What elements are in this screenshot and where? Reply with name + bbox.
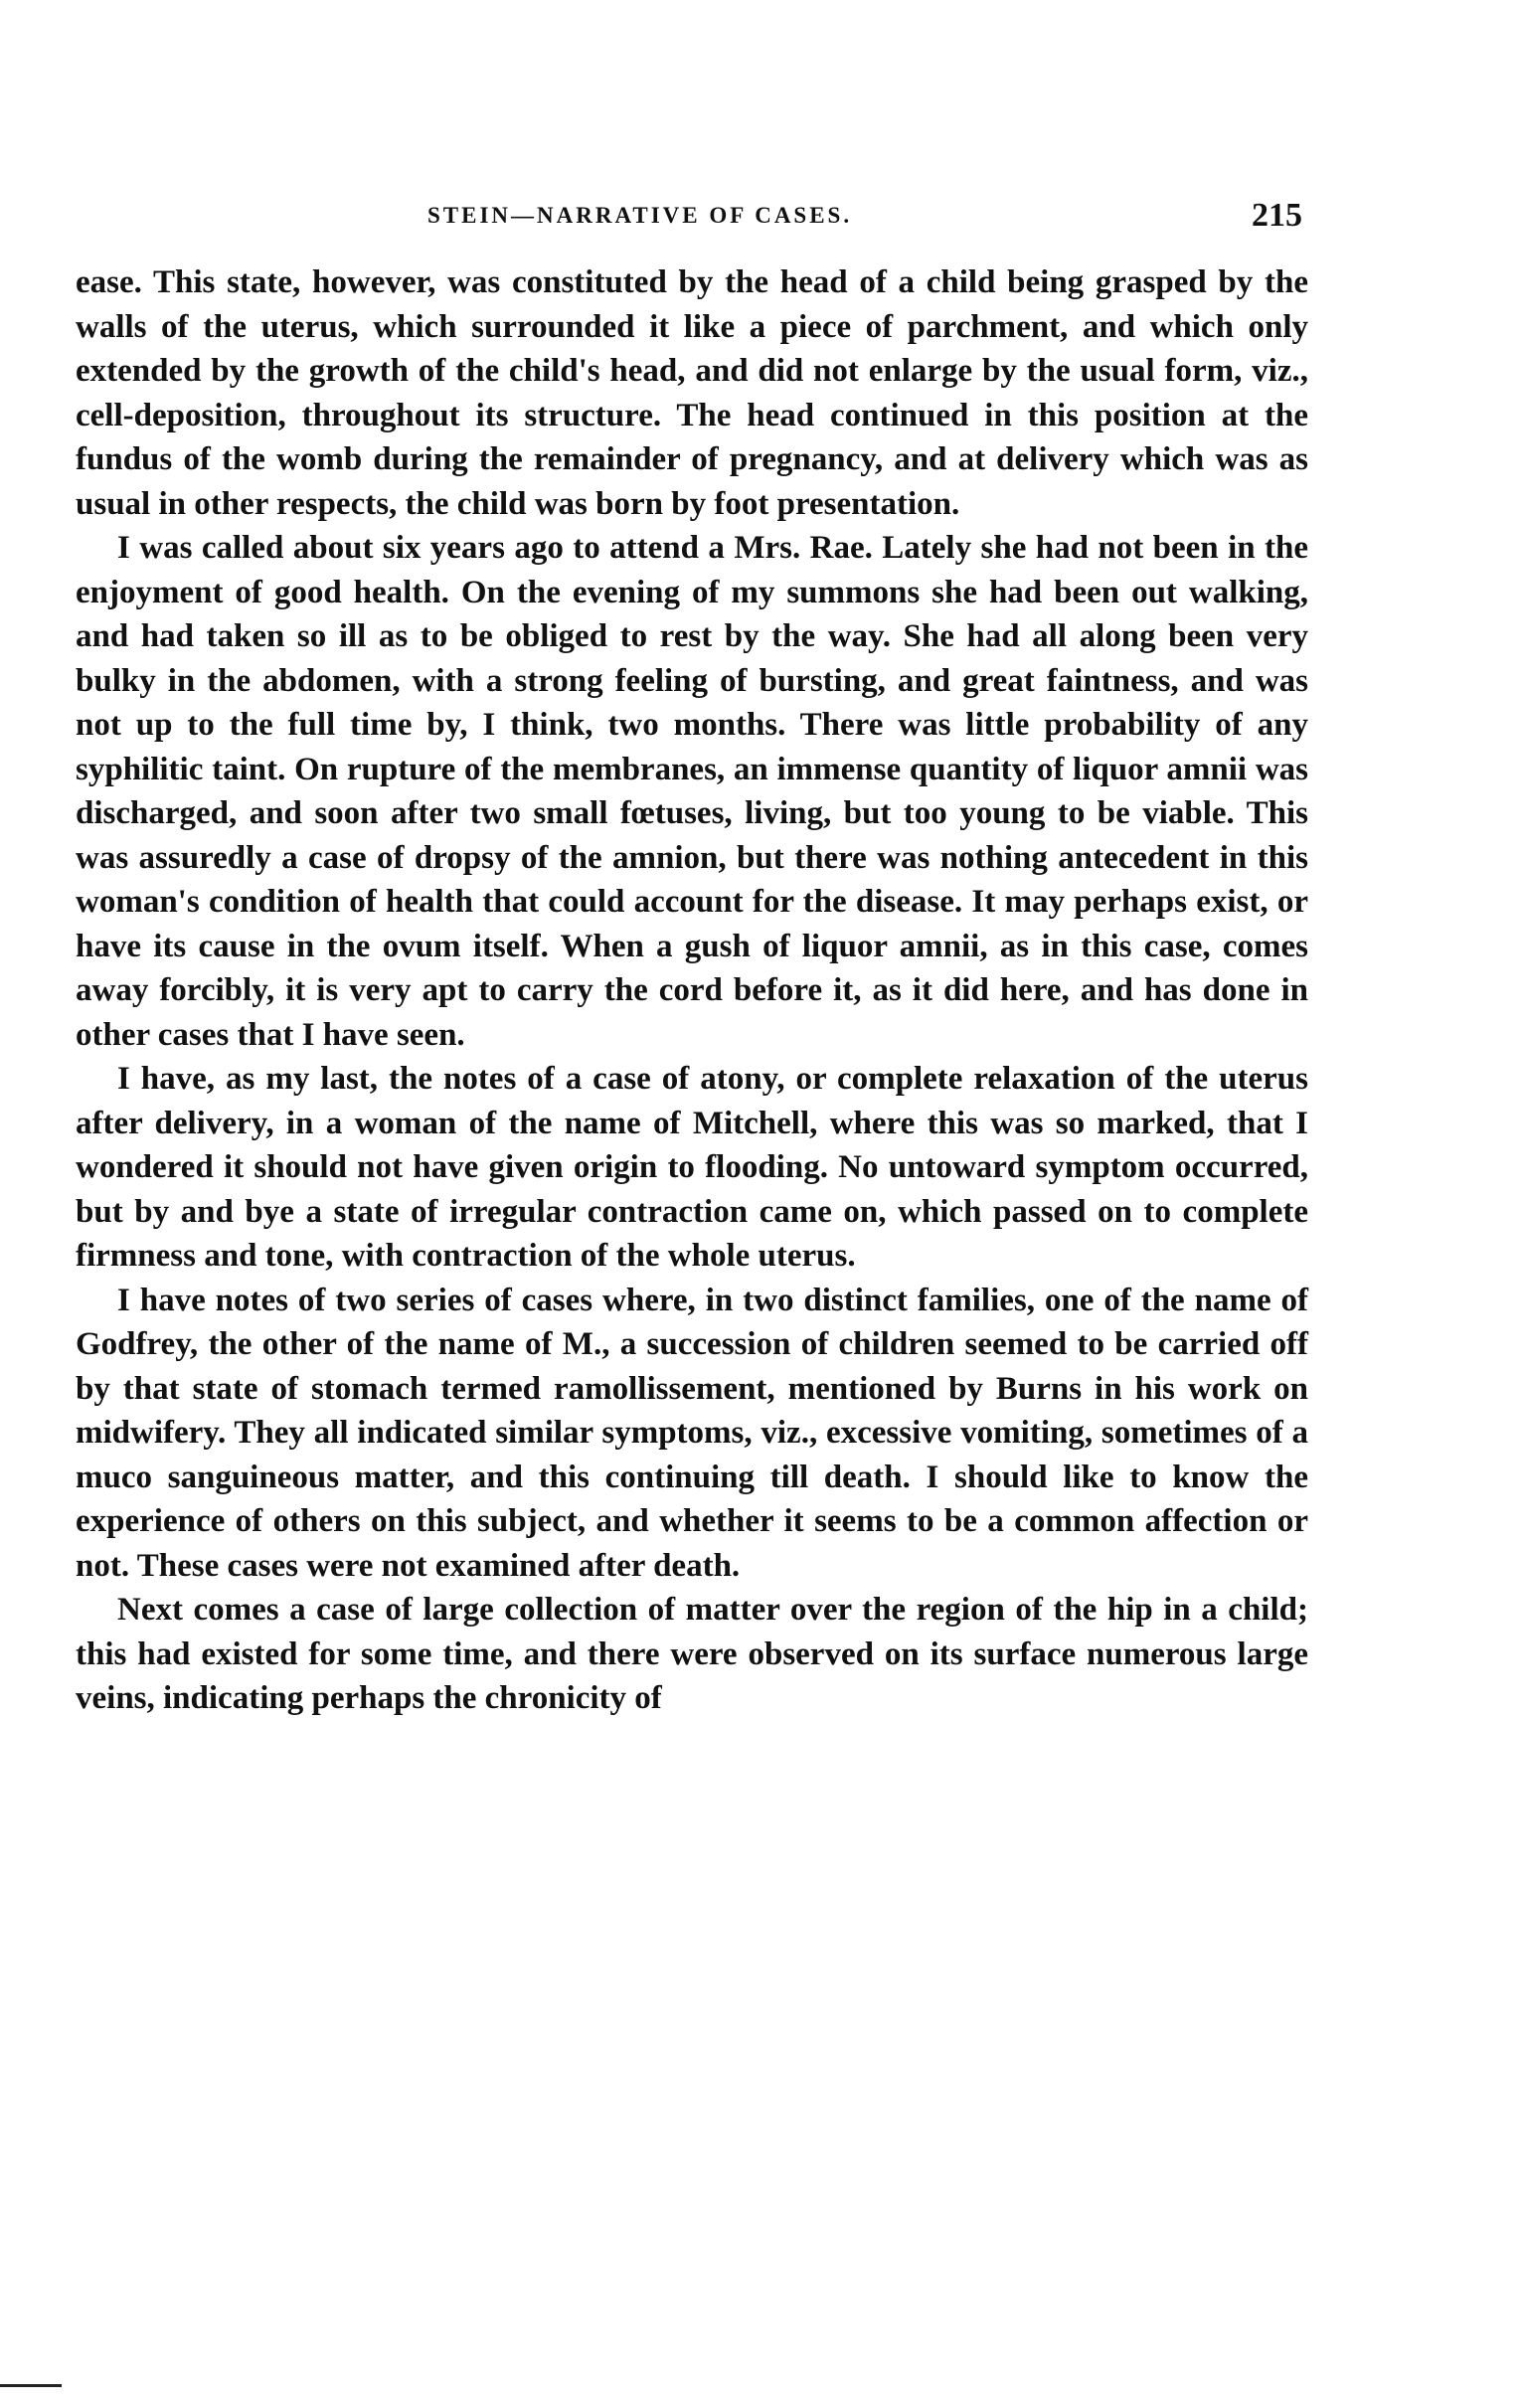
paragraph-mitchell-case: I have, as my last, the notes of a case of atony, or complete relaxation of the uterus after delivery, in a woman of the name of Mitchell, where this was so marked, that I wondered it should not have given origin to flooding. No untoward symptom occurred, but by and bye a state of irregular contraction came on, which passed on to complete firmness and tone, with contraction of the whole uterus. [76, 1061, 1308, 1274]
paragraph-godfrey-cases: I have notes of two series of cases where, in two distinct families, one of the name of Godfrey, the other of the name of M., a succession of children seemed to be carried off by that state of stomach termed ramollissement, mentioned by Burns in his work on midwifery. They all indicated similar symptoms, viz., excessive vomiting, sometimes of a muco sanguineous matter, and this continuing till death. I should like to know the experience of others on this subject, and whether it seems to be a common affection or not. These cases were not examined after death. [76, 1282, 1308, 1584]
paragraph-mrs-rae-case: I was called about six years ago to attend a Mrs. Rae. Lately she had not been in the enjoyment of good health. On the evening of my summons she had been out walking, and had taken so ill as to be obliged to rest by the way. She had all along been very bulky in the abdomen, with a strong feeling of bursting, and great faintness, and was not up to the full time by, I think, two months. There was little probability of any syphilitic taint. On rupture of the membranes, an immense quantity of liquor amnii was discharged, and soon after two small fœtuses, living, but too young to be viable. This was assuredly a case of dropsy of the amnion, but there was nothing antecedent in this woman's condition of health that could account for the disease. It may perhaps exist, or have its cause in the ovum itself. When a gush of liquor amnii, as in this case, comes away forcibly, it is very apt to carry the cord before it, as it did here, and has done in other cases that I have seen. [76, 530, 1308, 1053]
body-text [76, 260, 1308, 1721]
paragraph-continuation: ease. This state, however, was constituted by the head of a child being grasped by the walls of the uterus, which surrounded it like a piece of parchment, and which only extended by the growth of the child's head, and did not enlarge by the usual form, viz., cell-deposition, throughout its structure. The head continued in this position at the fundus of the womb during the remainder of pregnancy, and at delivery which was as usual in other respects, the child was born by foot presentation. [76, 264, 1308, 522]
paragraph-hip-abscess-case: Next comes a case of large collection of matter over the region of the hip in a child; this had existed for some time, and there were observed on its surface numerous large veins, indicating perhaps the chronicity of [76, 1592, 1308, 1716]
scan-edge-mark [0, 2384, 62, 2387]
running-title: STEIN—NARRATIVE OF CASES. [427, 203, 853, 228]
page-number: 215 [1252, 197, 1302, 234]
running-head [427, 199, 1302, 239]
